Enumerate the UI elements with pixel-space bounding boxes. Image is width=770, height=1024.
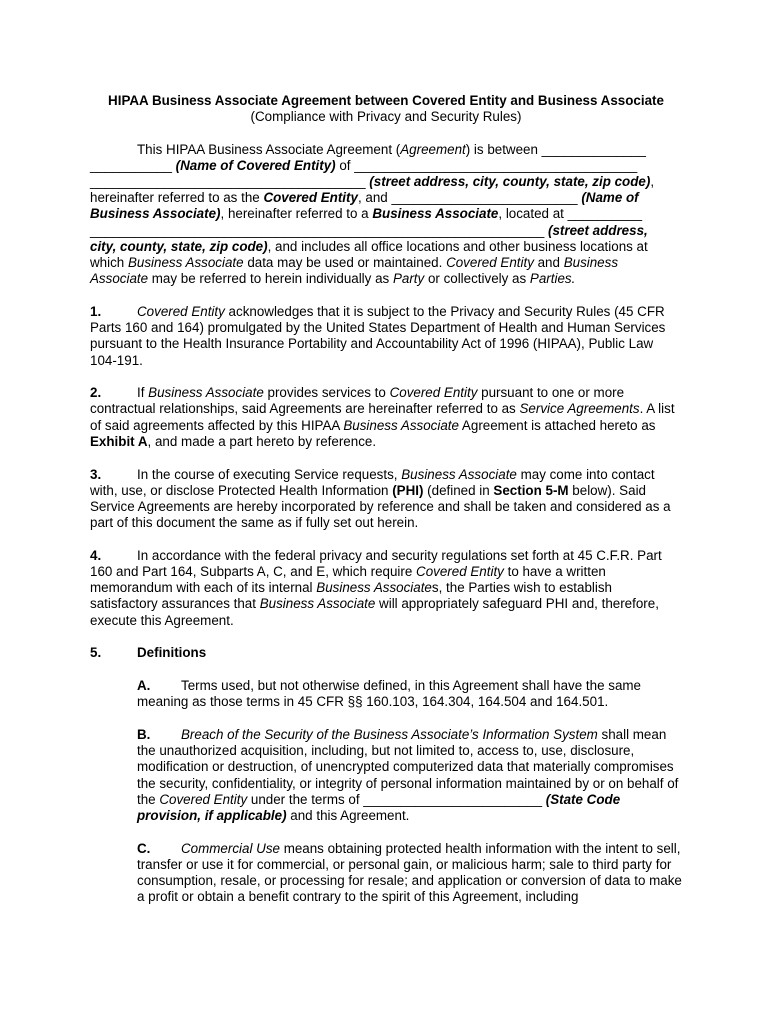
text-run: (Name of Covered Entity)	[175, 157, 336, 173]
text-run: In the course of executing Service requests,	[137, 466, 402, 482]
text-run: Associate	[90, 271, 149, 287]
text-run: _____________________________________________________________	[90, 222, 549, 238]
text-run: data may be used or maintained.	[243, 255, 447, 271]
section-paragraph	[90, 385, 682, 450]
definition-item	[137, 678, 682, 710]
text-run: city, county, state, zip code)	[90, 238, 268, 254]
text-run: Agreement is attached hereto as	[458, 417, 656, 433]
definitions-heading: Definitions	[137, 645, 207, 661]
document-page	[90, 93, 682, 922]
definition-letter: C.	[137, 840, 151, 856]
text-run: , and _________________________	[357, 190, 582, 206]
text-run: Business Associate	[259, 596, 376, 612]
section-paragraph	[90, 467, 682, 532]
text-run: below). Said Service Agreements are hereby incorporated by reference and shall be taken and considered as a part of this document the same as if fully set out herein.	[90, 482, 671, 531]
text-run: shall mean the unauthorized acquisition, including, but not limited to, access to, use, disclosure, modification or destruction, of unencrypted computerized data that materially compromises the security, confidentiality, or integrity of personal information maintained by or on behalf of the	[137, 726, 679, 807]
text-run: may be referred to herein individually as	[148, 271, 393, 287]
text-run: Business Associate	[401, 466, 517, 482]
intro-line	[90, 271, 575, 286]
text-run: (State Code provision, if applicable)	[137, 791, 621, 823]
definition-item	[137, 727, 682, 824]
text-run: (PHI)	[392, 482, 424, 498]
text-run: If	[137, 385, 149, 401]
definitions-list	[90, 678, 682, 905]
definition-letter: A.	[137, 678, 151, 694]
text-run: _____________________________________	[90, 174, 370, 189]
text-run: Parties.	[529, 271, 576, 287]
text-run: ,	[650, 174, 655, 189]
text-run: , and made a part hereto by reference.	[147, 433, 377, 449]
intro-line	[90, 190, 639, 205]
text-run: Agreement	[400, 141, 466, 157]
text-run: acknowledges that it is subject to the Privacy and Security Rules (45 CFR Parts 160 and 164) promulgated by the United States Department of Health and Human Services pursuant to the Health Insurance Portability and Accountability Act of 1996 (HIPAA), Public Law 104-191.	[90, 303, 666, 368]
text-run: to have a written memorandum with each of its internal	[90, 564, 606, 596]
document-subtitle: (Compliance with Privacy and Security Rules)	[250, 109, 522, 125]
text-run: Commercial Use	[181, 840, 280, 856]
intro-line	[90, 158, 637, 173]
text-run: , located at __________	[498, 206, 643, 222]
text-run: Business Associate)	[90, 206, 221, 222]
text-run: , hereinafter referred to a	[220, 206, 373, 222]
text-run: hereinafter referred to as the	[90, 190, 264, 206]
section-number: 1.	[90, 303, 102, 319]
text-run: In accordance with the federal privacy and security regulations set forth at 45 C.F.R. Part 160 and Part 164, Subparts A, C, and E, which require	[90, 547, 662, 580]
text-run: which	[90, 255, 128, 271]
section-number: 2.	[90, 385, 102, 401]
section-paragraph	[90, 304, 682, 369]
text-run: means obtaining protected health information with the intent to sell, transfer or use it for commercial, or personal gain, or malicious harm; sale to third party for consumption, resale, or processing for resale; and application or conversion of data to make a profit or obtain a benefit contrary to the spirit of this Agreement, including	[137, 840, 682, 905]
text-run: Party	[392, 271, 425, 287]
text-run: ___________	[90, 157, 176, 173]
section-number: 3.	[90, 466, 102, 482]
definition-letter: B.	[137, 726, 151, 742]
text-run: (defined in	[423, 482, 494, 498]
intro-line	[90, 142, 646, 157]
text-run: . A list of said agreements affected by this HIPAA	[90, 401, 675, 433]
intro-line	[90, 223, 648, 238]
text-run: provides services to	[263, 385, 390, 401]
text-run: may come into contact with, use, or disclose Protected Health Information	[90, 466, 655, 498]
intro-line	[90, 255, 618, 270]
text-run: Service Agreements	[519, 401, 640, 417]
text-run: and this Agreement.	[286, 808, 410, 823]
text-run: Business Associate	[372, 206, 499, 222]
text-run: Business	[563, 255, 619, 271]
text-run: pursuant to one or more contractual relationships, said Agreements are hereinafter referred to as	[90, 385, 625, 417]
text-run: Breach of the Security of the Business Associate’s Information System	[181, 726, 598, 742]
text-run: Covered Entity	[446, 255, 534, 271]
text-run: Exhibit A	[90, 433, 148, 449]
text-run: Business Associate	[148, 385, 264, 401]
text-run: Covered Entity	[389, 385, 478, 401]
section-number: 5.	[90, 645, 102, 661]
text-run: of ______________________________________	[335, 157, 638, 173]
text-run: Terms used, but not otherwise defined, in this Agreement shall have the same meaning as those terms in 45 CFR §§ 160.103, 164.304, 164.504 and 164.501.	[137, 678, 642, 710]
text-run: or collectively as	[424, 271, 530, 287]
document-title: HIPAA Business Associate Agreement between Covered Entity and Business Associate	[108, 93, 664, 108]
text-run: will appropriately safeguard PHI and, therefore, execute this Agreement.	[90, 596, 659, 628]
section-paragraph	[90, 548, 682, 629]
text-run: Covered Entity	[263, 190, 358, 206]
text-run: s, the Parties wish to establish satisfactory assurances that	[90, 580, 613, 612]
text-run: (street address,	[548, 222, 648, 238]
text-run: Business Associate	[316, 580, 432, 596]
text-run: ) is between ______________	[465, 141, 646, 157]
text-run: Section 5-M	[493, 482, 569, 498]
text-run: (street address, city, county, state, zip code)	[369, 174, 651, 189]
intro-line	[90, 239, 648, 254]
numbered-sections	[90, 304, 682, 629]
intro-paragraph	[90, 142, 682, 288]
text-run: Covered Entity	[137, 303, 225, 319]
text-run: (Name of	[581, 190, 639, 206]
definitions-heading-row	[90, 645, 682, 661]
intro-line	[90, 174, 654, 189]
definition-item	[137, 841, 682, 906]
text-run: Business Associate	[127, 255, 244, 271]
text-run: under the terms of ________________________	[247, 791, 546, 807]
text-run: , and includes all office locations and other business locations at	[267, 238, 648, 254]
intro-line	[90, 206, 642, 221]
section-number: 4.	[90, 547, 102, 563]
text-run: This HIPAA Business Associate Agreement (	[137, 141, 401, 157]
text-run: and	[533, 255, 564, 271]
text-run: Business Associate	[343, 417, 459, 433]
text-run: Covered Entity	[416, 564, 504, 580]
text-run: Covered Entity	[159, 791, 248, 807]
